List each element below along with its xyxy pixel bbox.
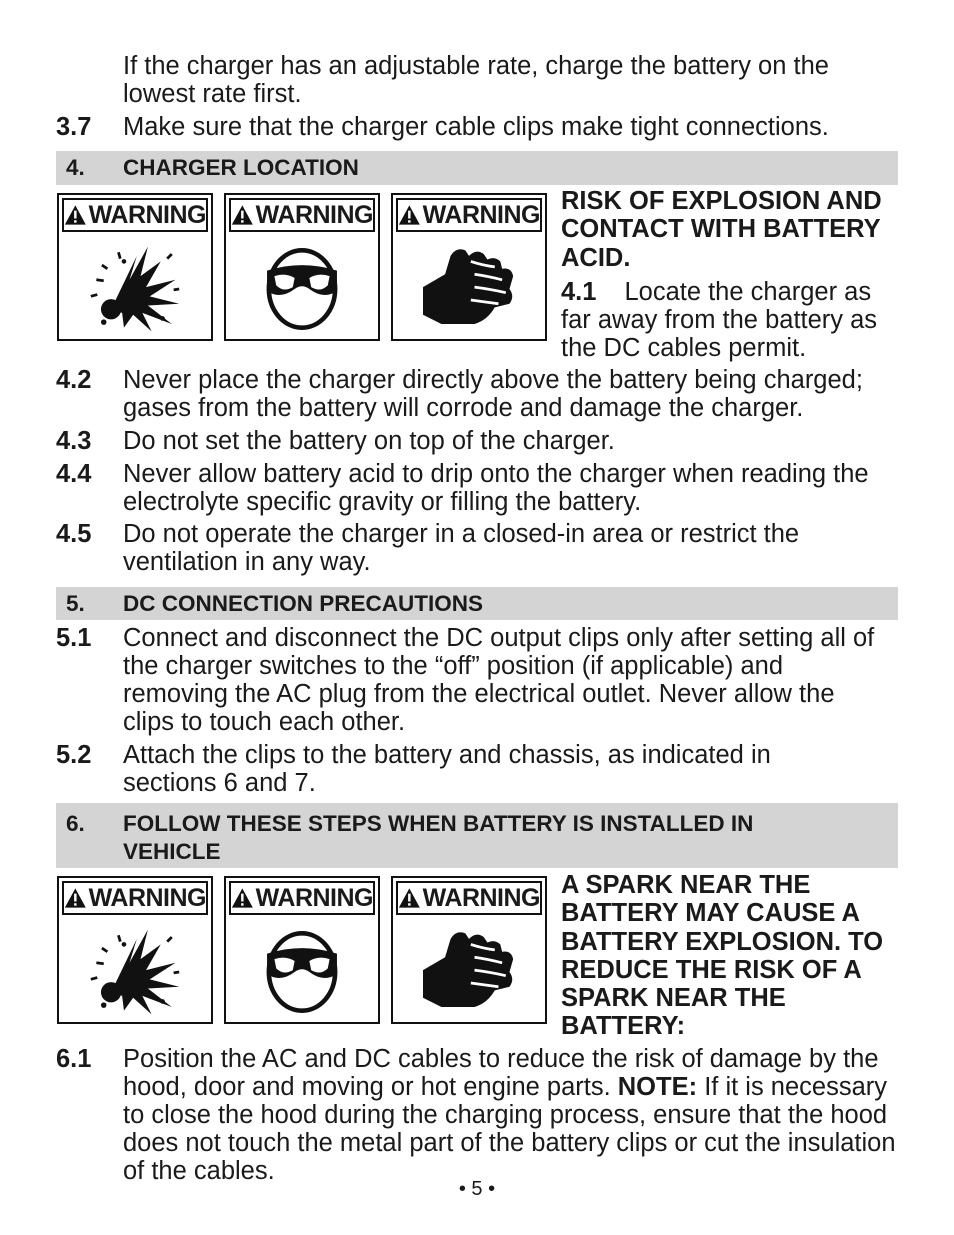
- section-title: DC CONNECTION PRECAUTIONS: [123, 591, 484, 616]
- item-text-4-4: Never allow battery acid to drip onto the charger when reading the electrolyte specific gravity or filling the battery.: [123, 460, 869, 516]
- section-4-header: [56, 151, 898, 185]
- item-number-3-7: 3.7: [56, 113, 92, 141]
- item-text-6-1-after: If it is necessary to close the hood during the charging process, ensure that the hood does not touch the metal part of the battery clips or cut the insulation of the cables.: [123, 1073, 896, 1185]
- item-number-4-2: 4.2: [56, 366, 92, 394]
- explosion-icon: [79, 926, 191, 1018]
- warning-sign-glove: [391, 193, 547, 341]
- section-number: 4.: [66, 155, 85, 180]
- warning-triangle-icon: [231, 886, 254, 910]
- item-text-4-3: Do not set the battery on top of the charger.: [123, 427, 615, 455]
- item-text-6-1-before: Position the AC and DC cables to reduce the risk of damage by the hood, door and moving or hot engine parts.: [123, 1045, 879, 1101]
- item-text-4-5: Do not operate the charger in a closed-in area or restrict the ventilation in any way.: [123, 520, 800, 576]
- warning-label: WARNING: [422, 200, 540, 229]
- item-4-1: [561, 278, 901, 362]
- warning-header: [62, 198, 208, 232]
- item-number-4-1: 4.1: [561, 278, 597, 306]
- section-title: CHARGER LOCATION: [123, 155, 359, 180]
- warning-label: WARNING: [88, 883, 206, 912]
- item-text-5-2: Attach the clips to the battery and chassis, as indicated in sections 6 and 7.: [123, 741, 771, 797]
- safety-goggles-icon: [246, 243, 358, 335]
- item-text-4-1: Locate the charger as far away from the battery as the DC cables permit.: [561, 278, 878, 362]
- item-number-5-2: 5.2: [56, 741, 92, 769]
- item-number-4-3: 4.3: [56, 427, 92, 455]
- safety-goggles-icon: [246, 926, 358, 1018]
- section-6-header: [56, 803, 898, 868]
- rubber-glove-icon: [413, 926, 525, 1018]
- note-label: NOTE:: [617, 1073, 698, 1101]
- warning-triangle-icon: [64, 203, 87, 227]
- warning-triangle-icon: [64, 886, 87, 910]
- warning-sign-goggles: [224, 876, 380, 1024]
- item-text-5-1: Connect and disconnect the DC output clips only after setting all of the charger switches to the “off” position (if applicable) and removing the AC plug from the electrical outlet. Never allow the clips to touch each other.: [123, 624, 875, 736]
- warning-sign-goggles: [224, 193, 380, 341]
- item-text-3-7: Make sure that the charger cable clips make tight connections.: [123, 113, 829, 141]
- item-text-4-2: Never place the charger directly above the battery being charged; gases from the battery will corrode and damage the charger.: [123, 366, 863, 422]
- risk-statement: RISK OF EXPLOSION AND CONTACT WITH BATTERY ACID.: [561, 187, 882, 272]
- item-number-5-1: 5.1: [56, 624, 92, 652]
- warning-header: [229, 881, 375, 915]
- risk-statement: A SPARK NEAR THE BATTERY MAY CAUSE A BATTERY EXPLOSION. TO REDUCE THE RISK OF A SPARK NEAR THE BATTERY:: [561, 871, 884, 1041]
- warning-sign-explosion: [57, 876, 213, 1024]
- warning-label: WARNING: [88, 200, 206, 229]
- warning-label: WARNING: [255, 200, 373, 229]
- section-number: 5.: [66, 591, 85, 616]
- warning-sign-glove: [391, 876, 547, 1024]
- section-title: FOLLOW THESE STEPS WHEN BATTERY IS INSTALLED IN VEHICLE: [123, 811, 754, 864]
- section-number: 6.: [66, 811, 85, 836]
- item-number-6-1: 6.1: [56, 1045, 92, 1073]
- warning-label: WARNING: [255, 883, 373, 912]
- warning-header: [396, 881, 542, 915]
- explosion-icon: [79, 243, 191, 335]
- item-number-4-5: 4.5: [56, 520, 92, 548]
- rubber-glove-icon: [413, 243, 525, 335]
- warning-triangle-icon: [398, 203, 421, 227]
- warning-label: WARNING: [422, 883, 540, 912]
- item-text-6-1: [123, 1045, 901, 1185]
- item-number-4-4: 4.4: [56, 460, 92, 488]
- warning-triangle-icon: [398, 886, 421, 910]
- warning-sign-explosion: [57, 193, 213, 341]
- warning-header: [229, 198, 375, 232]
- warning-triangle-icon: [231, 203, 254, 227]
- warning-header: [396, 198, 542, 232]
- section-5-header: [56, 587, 898, 620]
- warning-header: [62, 881, 208, 915]
- page-number: • 5 •: [458, 1178, 496, 1200]
- continuation-text: If the charger has an adjustable rate, charge the battery on the lowest rate first.: [123, 52, 829, 108]
